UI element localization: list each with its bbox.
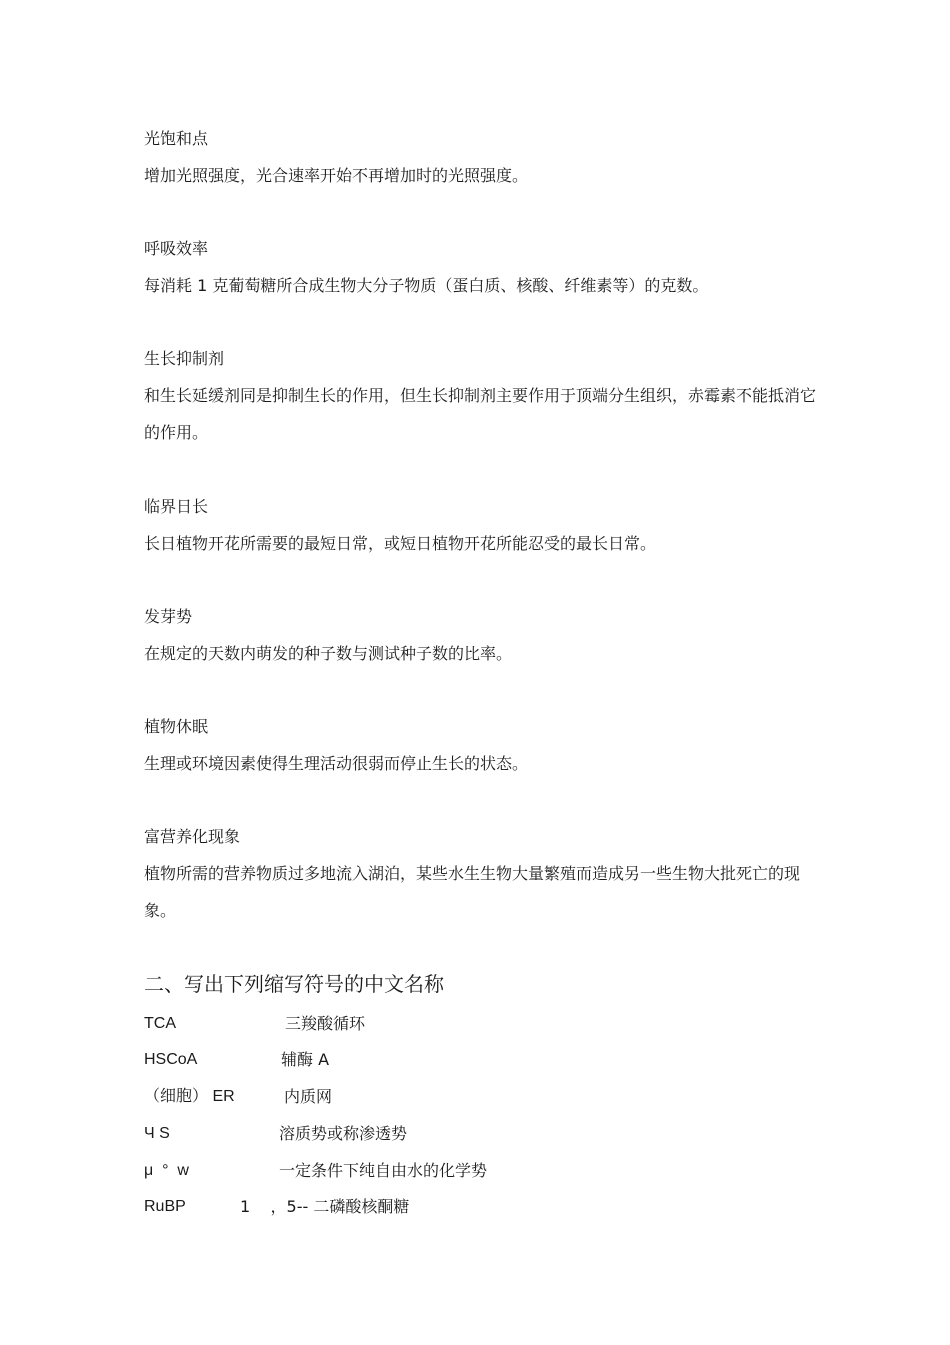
abbreviation-name: 1 ，5-- 二磷酸核酮糖 — [240, 1197, 410, 1216]
abbreviation-row — [144, 1123, 744, 1145]
abbreviation-row — [144, 1013, 744, 1035]
abbreviation-name: 辅酶 A — [281, 1050, 330, 1069]
term-entry — [144, 239, 829, 304]
term-entry — [144, 717, 829, 782]
section-heading: 二、写出下列缩写符号的中文名称 — [144, 972, 444, 996]
abbreviation-name: 溶质势或称渗透势 — [279, 1124, 408, 1143]
abbreviation-code: HSCoA — [144, 1051, 198, 1068]
term-entry — [144, 607, 829, 672]
term-definition: 生理或环境因素使得生理活动很弱而停止生长的状态。 — [144, 754, 529, 773]
term-title: 呼吸效率 — [144, 239, 209, 258]
term-definition: 植物所需的营养物质过多地流入湖泊，某些水生生物大量繁殖而造成另一些生物大批死亡的现象。 — [144, 864, 801, 920]
abbreviation-code: TCA — [144, 1015, 176, 1032]
term-title: 富营养化现象 — [144, 827, 241, 846]
abbreviation-row — [144, 1049, 744, 1071]
term-title: 光饱和点 — [144, 129, 209, 148]
abbreviation-row — [144, 1086, 744, 1108]
abbreviation-name: 三羧酸循环 — [285, 1014, 366, 1033]
abbreviation-code: μ ° w — [144, 1162, 189, 1179]
abbreviation-code: Ч S — [144, 1125, 170, 1142]
term-title: 植物休眠 — [144, 717, 209, 736]
term-entry — [144, 497, 829, 562]
term-entry — [144, 827, 829, 929]
term-title: 发芽势 — [144, 607, 193, 626]
term-title: 生长抑制剂 — [144, 349, 225, 368]
term-entry — [144, 349, 829, 451]
abbreviation-row — [144, 1160, 744, 1182]
term-definition: 增加光照强度，光合速率开始不再增加时的光照强度。 — [144, 166, 529, 185]
term-definition: 长日植物开花所需要的最短日常，或短日植物开花所能忍受的最长日常。 — [144, 534, 657, 553]
abbreviation-name: 一定条件下纯自由水的化学势 — [279, 1161, 488, 1180]
abbreviation-code: RuBP — [144, 1198, 186, 1215]
abbreviation-row — [144, 1196, 744, 1218]
term-definition: 每消耗 1 克葡萄糖所合成生物大分子物质（蛋白质、核酸、纤维素等）的克数。 — [144, 276, 709, 295]
abbreviation-name: 内质网 — [284, 1087, 333, 1106]
term-title: 临界日长 — [144, 497, 209, 516]
term-entry — [144, 129, 829, 194]
term-definition: 在规定的天数内萌发的种子数与测试种子数的比率。 — [144, 644, 513, 663]
abbreviation-code: （细胞） ER — [144, 1088, 235, 1105]
term-definition: 和生长延缓剂同是抑制生长的作用，但生长抑制剂主要作用于顶端分生组织，赤霉素不能抵消它的作用。 — [144, 386, 817, 442]
